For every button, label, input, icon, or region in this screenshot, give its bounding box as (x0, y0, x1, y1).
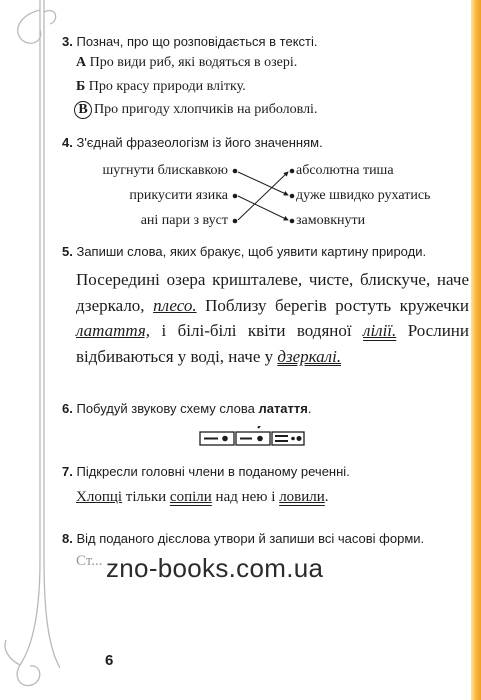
phrase-2: прикусити язика (129, 188, 228, 203)
predicate-2: ловили (279, 489, 325, 505)
answer-3: лілії. (363, 321, 397, 340)
task4-header: 4. З'єднай фразеологізм із його значенням. (62, 135, 323, 150)
meaning-3: замовкнути (296, 213, 366, 228)
ornament-border (0, 0, 60, 700)
predicate-1: сопіли (169, 489, 212, 505)
phrase-3: ані пари з вуст (140, 213, 228, 228)
task7-header: 7. Підкресли головні члени в поданому реченні. (62, 464, 350, 479)
task6-header: 6. Побудуй звукову схему слова латаття. (62, 401, 312, 416)
task8-partial-answer: Ст... (76, 553, 103, 569)
answer-1: плесо. (153, 295, 197, 315)
watermark: zno-books.com.ua (106, 553, 324, 583)
answer-4: дзеркалі. (277, 346, 342, 366)
task3-option-c-selected: В Про пригоду хлопчиків на риболовлі. (76, 101, 317, 119)
task3-option-b: Б Про красу природи влітку. (76, 79, 246, 94)
task5-paragraph: Посередині озера кришталеве, чисте, блискуче, наче дзеркало, плесо. Поблизу берегів ростуть кружечки латаття, і білі-білі квіти водяної лілії. Рослини відбиваються у воді, наче у дзеркалі. (76, 270, 469, 366)
page-number: 6 (105, 652, 114, 669)
task5-header: 5. Запиши слова, яких бракує, щоб уявити картину природи. (62, 244, 427, 259)
selected-answer-circle: В (74, 101, 92, 119)
answer-2: латаття, (76, 321, 151, 340)
task3-number: 3. (62, 34, 73, 49)
meaning-1: абсолютна тиша (296, 163, 394, 178)
task3-header (62, 34, 318, 49)
task8-header: 8. Від поданого дієслова утвори й запиши всі часові форми. (62, 531, 425, 546)
subject: Хлопці (76, 489, 123, 505)
task7-sentence: Хлопці тільки сопіли над нею і ловили. (76, 489, 329, 505)
sound-scheme (198, 426, 308, 448)
orange-edge-strip (471, 0, 481, 700)
task3-prompt: Познач, про що розповідається в тексті. (76, 34, 318, 49)
phrase-1: шугнути блискавкою (102, 163, 228, 178)
matching-lines (230, 160, 300, 230)
task3-option-a: А Про види риб, які водяться в озері. (76, 55, 298, 70)
meaning-2: дуже швидко рухатись (296, 188, 431, 203)
